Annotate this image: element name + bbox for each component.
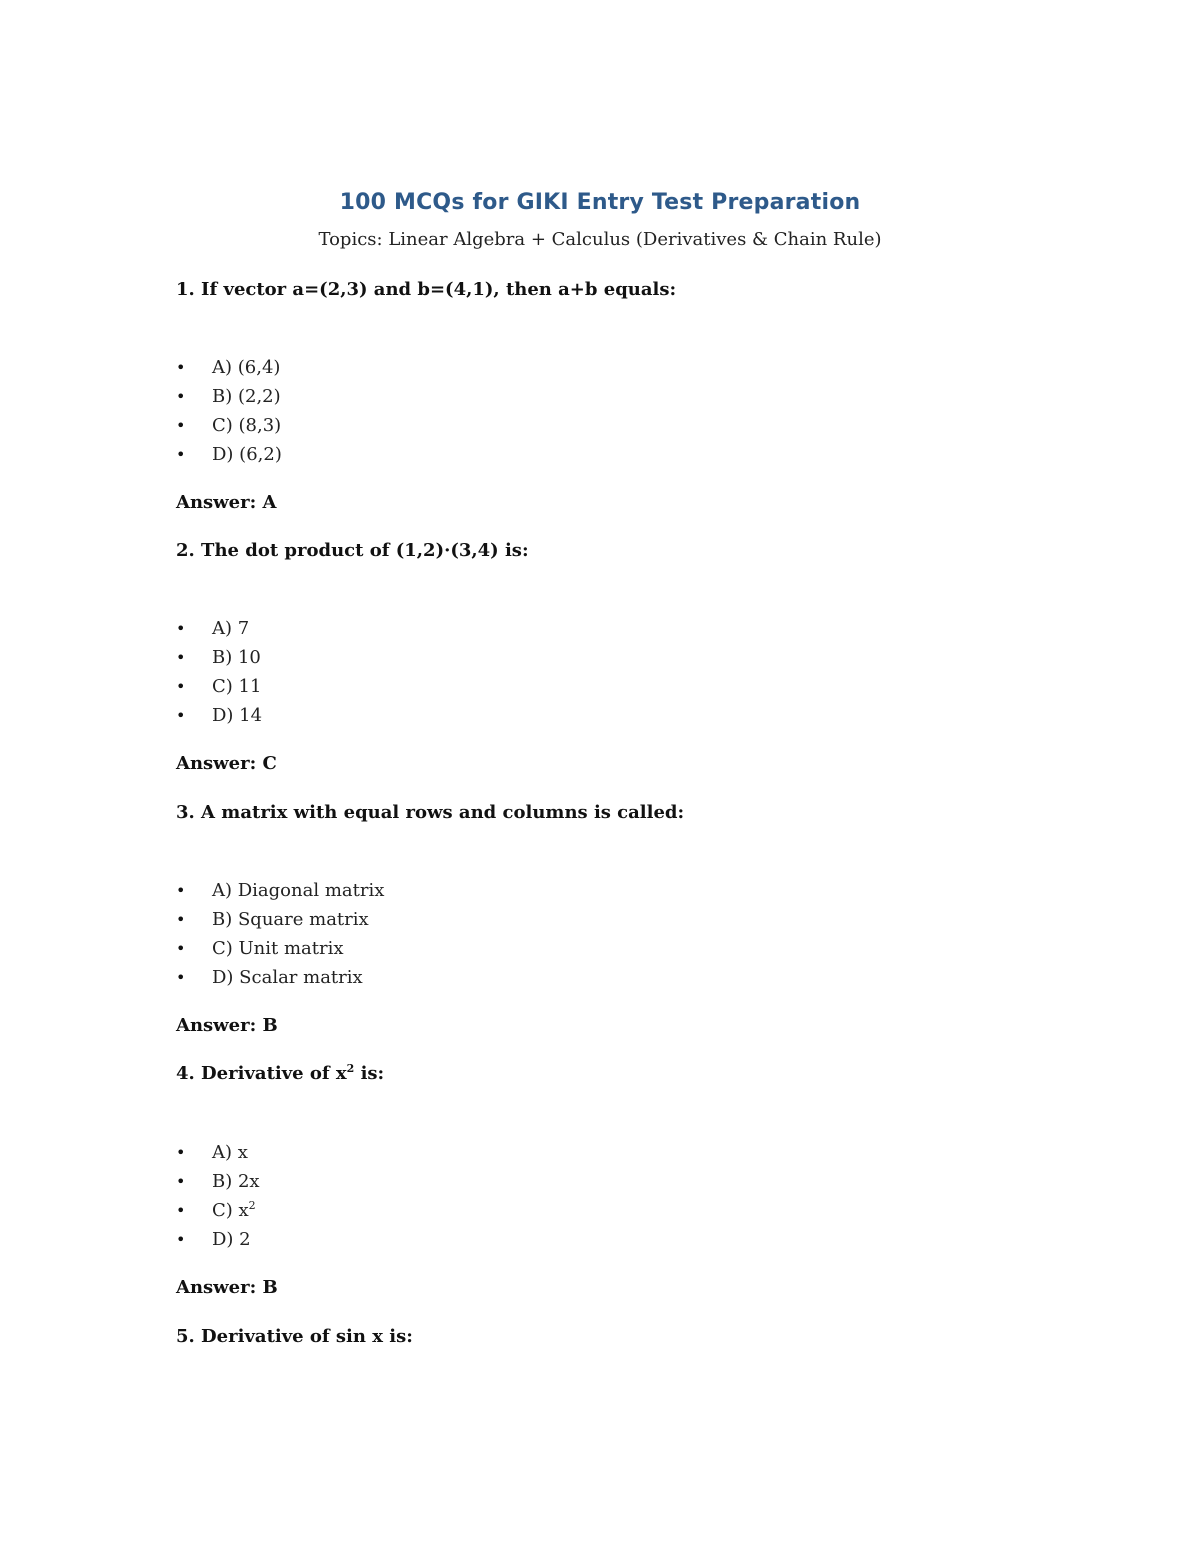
bullet-icon: • <box>176 358 186 377</box>
bullet-icon: • <box>176 1143 186 1162</box>
question-1: 1. If vector a=(2,3) and b=(4,1), then a+b equals: <box>176 279 677 300</box>
superscript: 2 <box>248 1199 256 1212</box>
bullet-icon: • <box>176 881 186 900</box>
bullet-icon: • <box>176 387 186 406</box>
question-5: 5. Derivative of sin x is: <box>176 1326 413 1347</box>
bullet-icon: • <box>176 445 186 464</box>
document-title: 100 MCQs for GIKI Entry Test Preparation <box>339 190 861 215</box>
bullet-icon: • <box>176 677 186 696</box>
answer-2: Answer: C <box>176 753 277 774</box>
bullet-icon: • <box>176 619 186 638</box>
answer-3: Answer: B <box>176 1015 278 1036</box>
question-4: 4. Derivative of $x^2$ is: <box>176 1062 385 1084</box>
answer-4: Answer: B <box>176 1277 278 1298</box>
bullet-icon: • <box>176 416 186 435</box>
bullet-icon: • <box>176 910 186 929</box>
document-subtitle: Topics: Linear Algebra + Calculus (Derivatives & Chain Rule) <box>318 229 882 250</box>
bullet-icon: • <box>176 706 186 725</box>
question-3: 3. A matrix with equal rows and columns is called: <box>176 802 685 823</box>
bullet-icon: • <box>176 1201 186 1220</box>
answer-1: Answer: A <box>176 492 277 513</box>
bullet-icon: • <box>176 648 186 667</box>
bullet-icon: • <box>176 1230 186 1249</box>
bullet-icon: • <box>176 1172 186 1191</box>
question-2: 2. The dot product of (1,2)·(3,4) is: <box>176 540 529 561</box>
bullet-icon: • <box>176 939 186 958</box>
document-page: 100 MCQs for GIKI Entry Test Preparation Topics: Linear Algebra + Calculus (Derivatives & Chain Rule) 1. If vector a=(2,3) and b=(4,1), then a+b equals: • A) (6,4) • B) (2,2) • C) (8,3) • D) (6,2) Answer: A 2. The dot product of (1,2)·(3,4) is: • A) 7 • B) 10 • C) 11 • D) 14 Answer: C 3. A matrix with equal rows and columns is called: • A) Diagonal matrix • B) Square matrix • C) Unit matrix • D) Scalar matrix Answer: B 4. Derivative of $x^2$ is: • A) x • B) 2x • C) $x^2$ • D) 2 Answer: B 5. Derivative of sin x is: <box>0 0 1200 1553</box>
superscript: 2 <box>346 1062 355 1075</box>
bullet-icon: • <box>176 968 186 987</box>
